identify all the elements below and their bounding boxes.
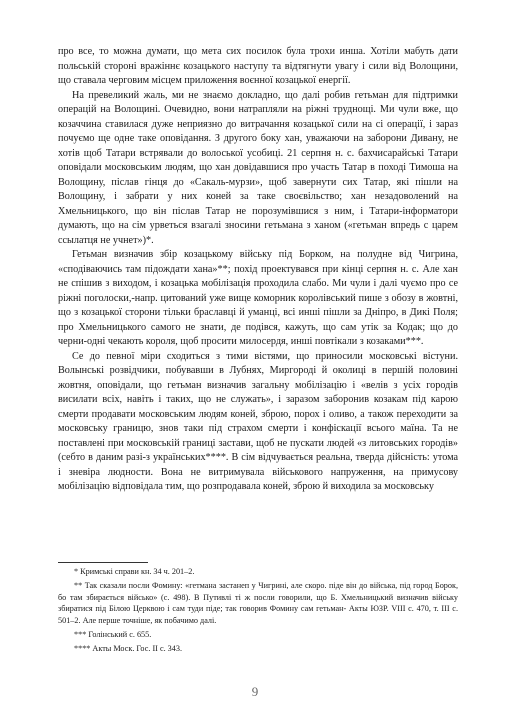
paragraph-3: Гетьман визначив збір козацькому війську під Борком, на полудне від Чигрина, «сподіваючись там підождати хана»**; похід проектувався при кінці серпня н. с. Але хан не спішив з виходом, і козацька мобілізація проходила слабо. Ми чули і далі чуємо про се ріжні поголоски,-напр. цитований уже вище коморник королівський пише з обозу в жовтні, що з козацької сторони тільки браславці й уманці, всі инші пішли за Дніпро, в Дикі Поля; про Хмельницького самого не знати, де подівся, кажуть, що сам утік за Кодак; що до черни-одні чекають короля, щоб просити милосердя, инші повтікали з козаками***. (58, 249, 458, 347)
paragraph-2: На превеликий жаль, ми не знаємо докладно, що далі робив гетьман для підтримки операцій на Волощині. Очевидно, вони натрапляли на ріжні труднощі. Ми чули вже, що козаччина ставилася дуже неприязно до витрачання козацької сили на сі операції, і зараз почуємо ще одне таке оповідання. З другого боку хан, уважаючи на заборони Дивану, не хотів щоб Татари встрявали до волоської усобиці. 21 серпня н. с. бахчисарайські Татари оповідали московським людям, що хан довідавшися про участь Татар в поході Тимоша на Волощину, післав гінця до «Сакаль-мурзи», щоб завернути сих Татар, які пішли на Волощину, і забрати у них коней за таке своєвільство; хан незадоволений на Хмельницького, що він післав Татар не порозумівшися з ним, і Татари-інформатори думають, що на сім урветься взагалі зносини гетьмана з ханом («гетьман впредь с царем ссылатця не учнет»)*. (58, 89, 458, 246)
paragraph-1: про все, то можна думати, що мета сих посилок була трохи инша. Хотіли мабуть дати польській стороні вражіннє козацького наступу та відтягнути увагу і сили від Волощини, що ставала черговим місцем приложення воєнної козацької енергії. (58, 46, 458, 86)
footnotes (58, 566, 458, 658)
page-number: 9 (251, 684, 259, 699)
footnote-3: *** Голінський с. 655. (74, 630, 152, 640)
footnote-2: ** Так сказали посли Фомину: «гетмана застанеп у Чигрині, але скоро. піде він до війська, під город Борок, бо там збирається військо» (с. 498). В Путивлі ті ж посли говорили, що Б. Хмельницький визначив війську збиратися під Білою Церквою і сам туди піде; так говорив Фомину сам гетьман- Акты ЮЗР. VIII с. 470, т. III с. 501–2. Але перше точніше, як побачимо далі. (58, 581, 458, 625)
footnote-1: * Кримські справи кн. 34 ч. 201–2. (74, 567, 195, 576)
footnote-4: **** Акты Моск. Гос. II с. 343. (74, 644, 183, 654)
footnote-separator (58, 562, 148, 563)
paragraph-4: Се до певної міри сходиться з тими вістями, що приносили московські вістуни. Волынські розвідчики, побувавши в Лубнях, Миргороді й околиці в першій половині жовтня, оповідали, що гетьман визначив загальну мобілізацію і «велів з усіх городів висилати всіх, навіть і таких, що не служать», і заразом заборонив козакам під карою смерти продавати московським людям коней, зброю, порох і оливо, а також переходити за московську границю, знов таки під страхом смерти і конфіскації всього маїна. Та не поставлені при московській границі застави, щоб не пускати людей «з литовських городів» (себто в даним разі-з українських****. В сім відчувається реальна, тверда дійсність: утома і зневіра людности. Вона не витримувала військового напруження, на примусову мобілізацію відповідала тим, що розпродавала коней, зброю й виходила за московську (58, 350, 458, 492)
main-text (58, 45, 458, 495)
